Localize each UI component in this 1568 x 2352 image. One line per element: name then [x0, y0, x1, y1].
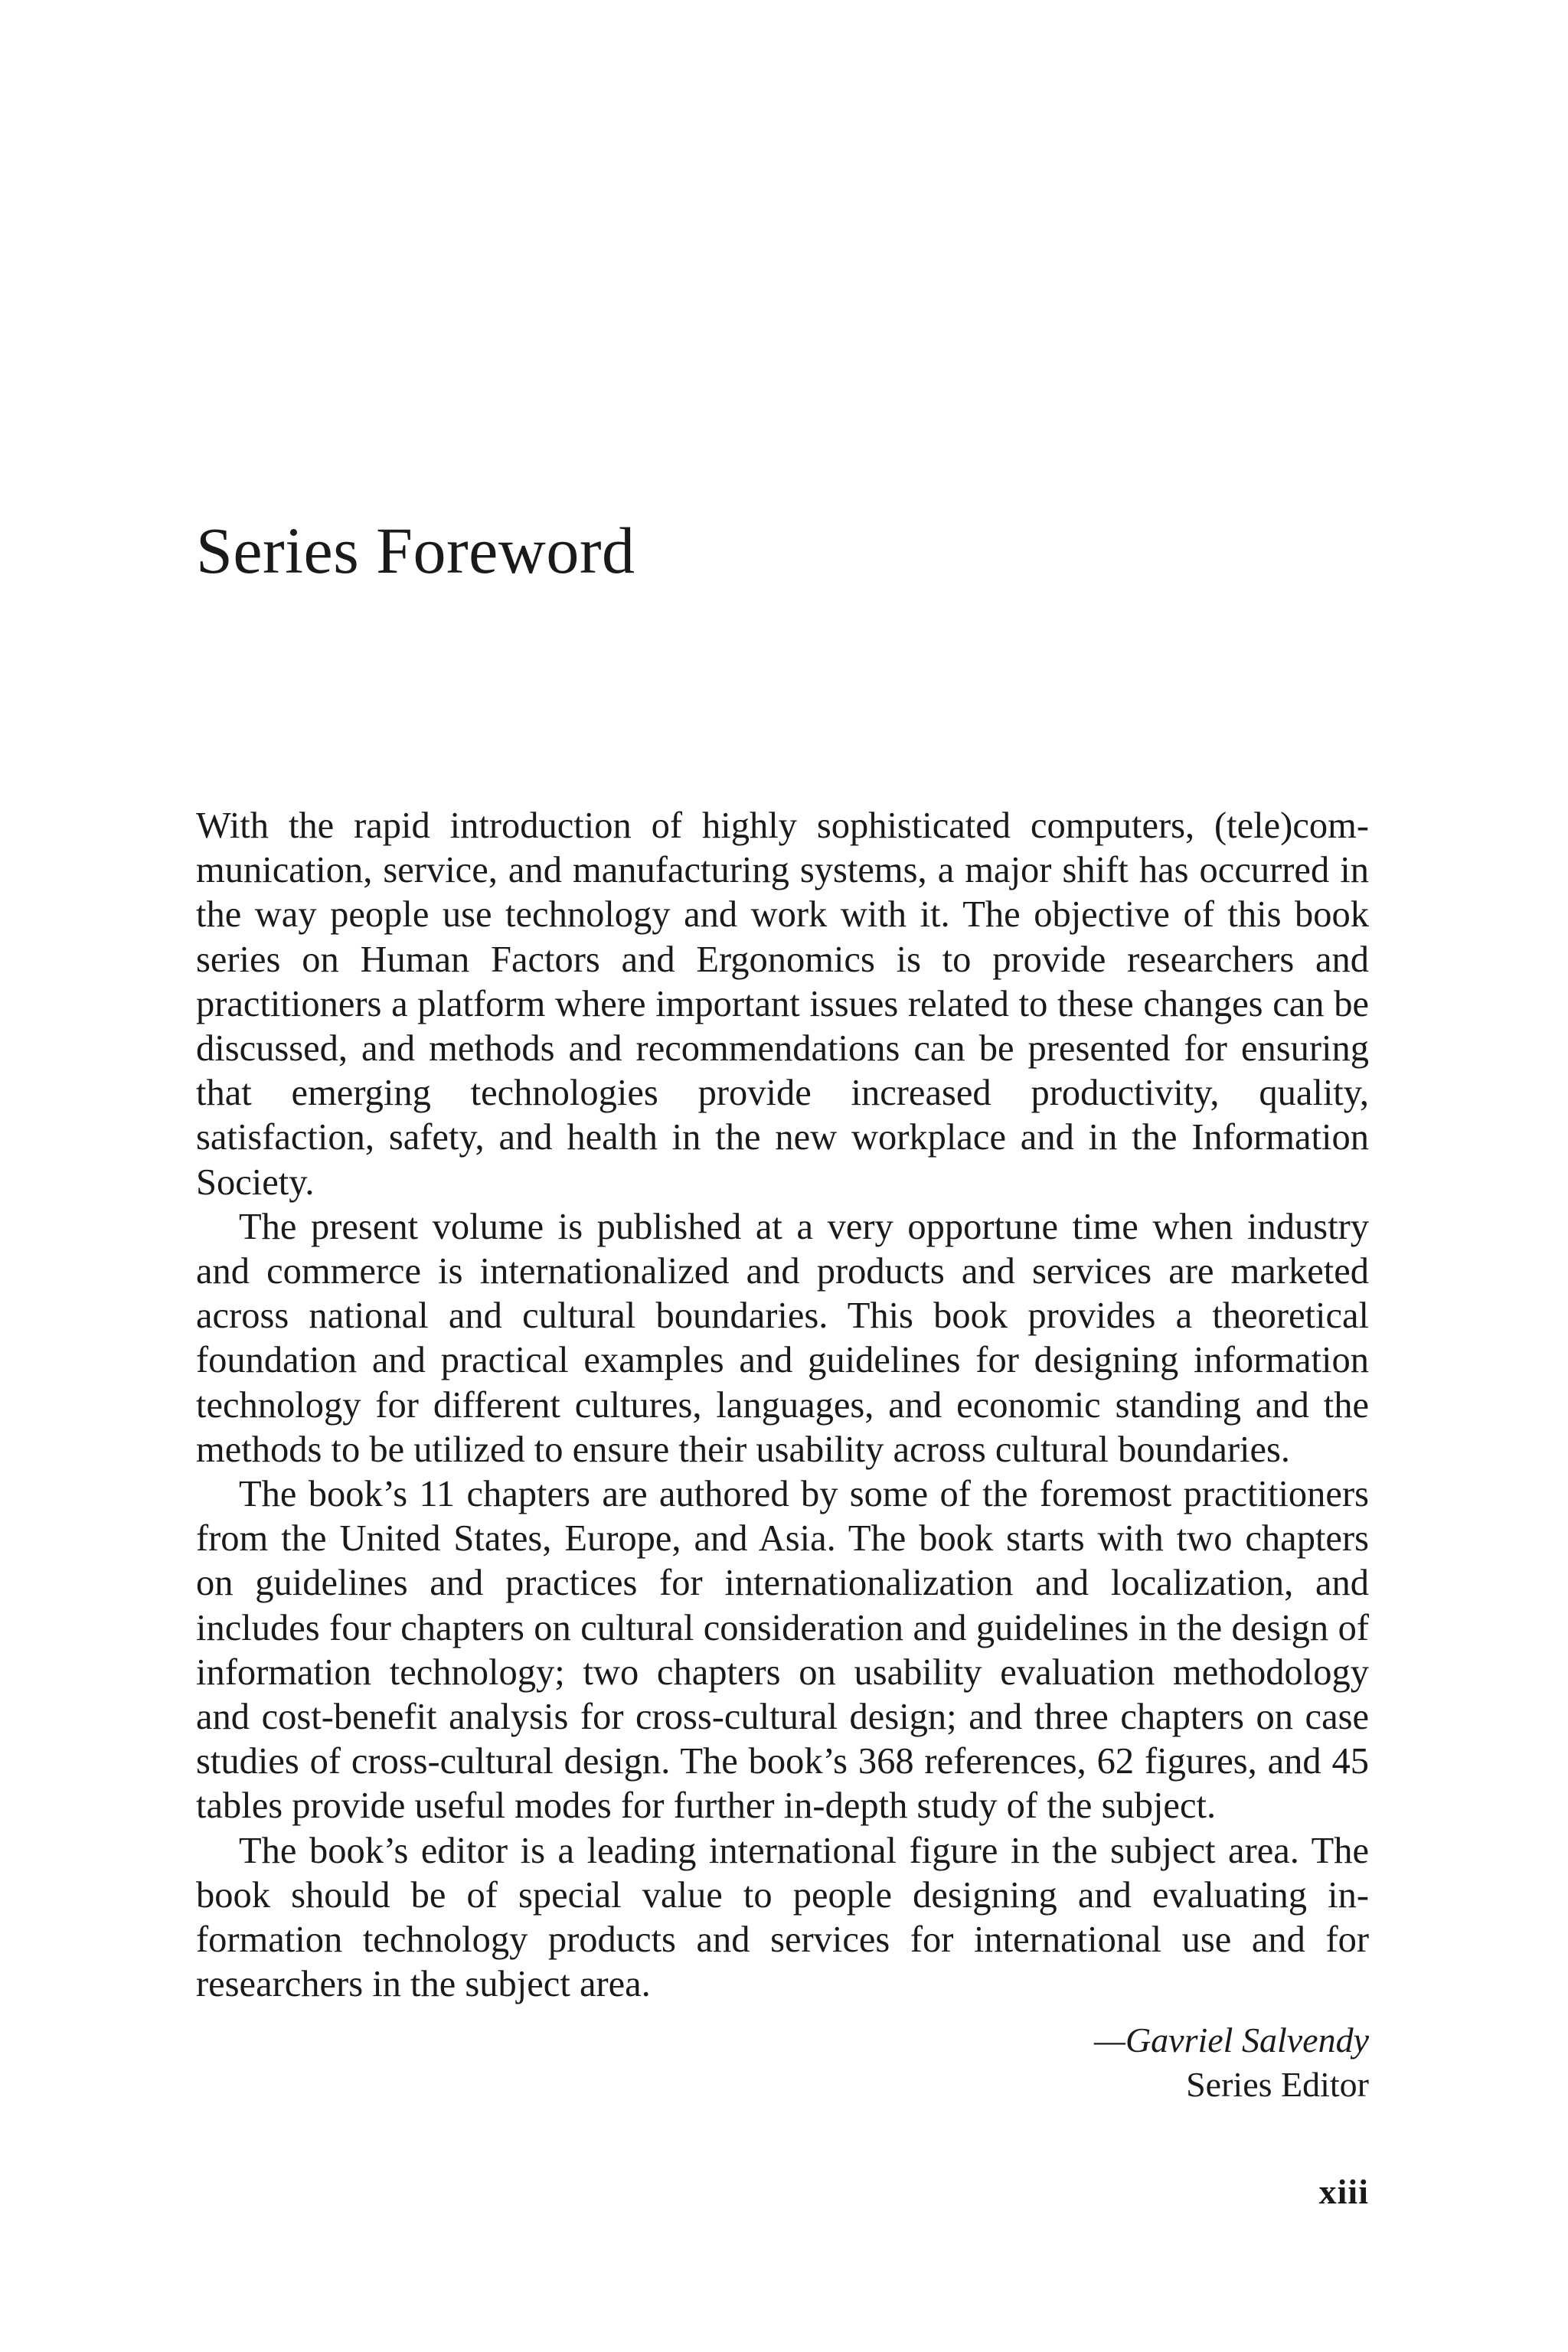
- signature-name: —Gavriel Salvendy: [1094, 2020, 1369, 2060]
- paragraph-4: The book’s editor is a leading international figure in the subject area. The book should be of special value to people designing and evaluating information technology products and services for international use and for researchers in the subject area.: [196, 1830, 1369, 2005]
- paragraph-1: With the rapid introduction of highly sophisticated computers, (tele)communication, service, and manufacturing systems, a major shift has occurred in the way people use technology and work with it. The objective of this book series on Human Factors and Ergonomics is to provide researchers and practitioners a platform where important issues related to these changes can be discussed, and methods and recommendations can be presented for ensuring that emerging technologies provide increased productivity, quality, satisfaction, safety, and health in the new workplace and in the Information Society.: [196, 805, 1369, 1203]
- page-number: xiii: [1318, 2172, 1369, 2211]
- signature-block: [1094, 2018, 1369, 2107]
- page-title: Series Foreword: [196, 514, 635, 587]
- foreword-body: [196, 804, 1369, 2007]
- paragraph-2: The present volume is published at a very opportune time when industry and commerce is internationalized and products and services are marketed across national and cultural boundaries. This book provides a theoretical foundation and practical examples and guidelines for designing information technology for different cultures, languages, and economic standing and the methods to be utilized to ensure their usability across cultural boundaries.: [196, 1206, 1369, 1470]
- signature-role: Series Editor: [1186, 2065, 1369, 2104]
- paragraph-3: The book’s 11 chapters are authored by some of the foremost practitioners from the United States, Europe, and Asia. The book starts with two chapters on guidelines and practices for internationalization and localization, and includes four chapters on cultural consideration and guidelines in the design of information technology; two chapters on usability evaluation methodology and cost-benefit analysis for cross-cultural design; and three chapters on case studies of cross-cultural design. The book’s 368 references, 62 figures, and 45 tables provide useful modes for further in-depth study of the subject.: [196, 1474, 1369, 1827]
